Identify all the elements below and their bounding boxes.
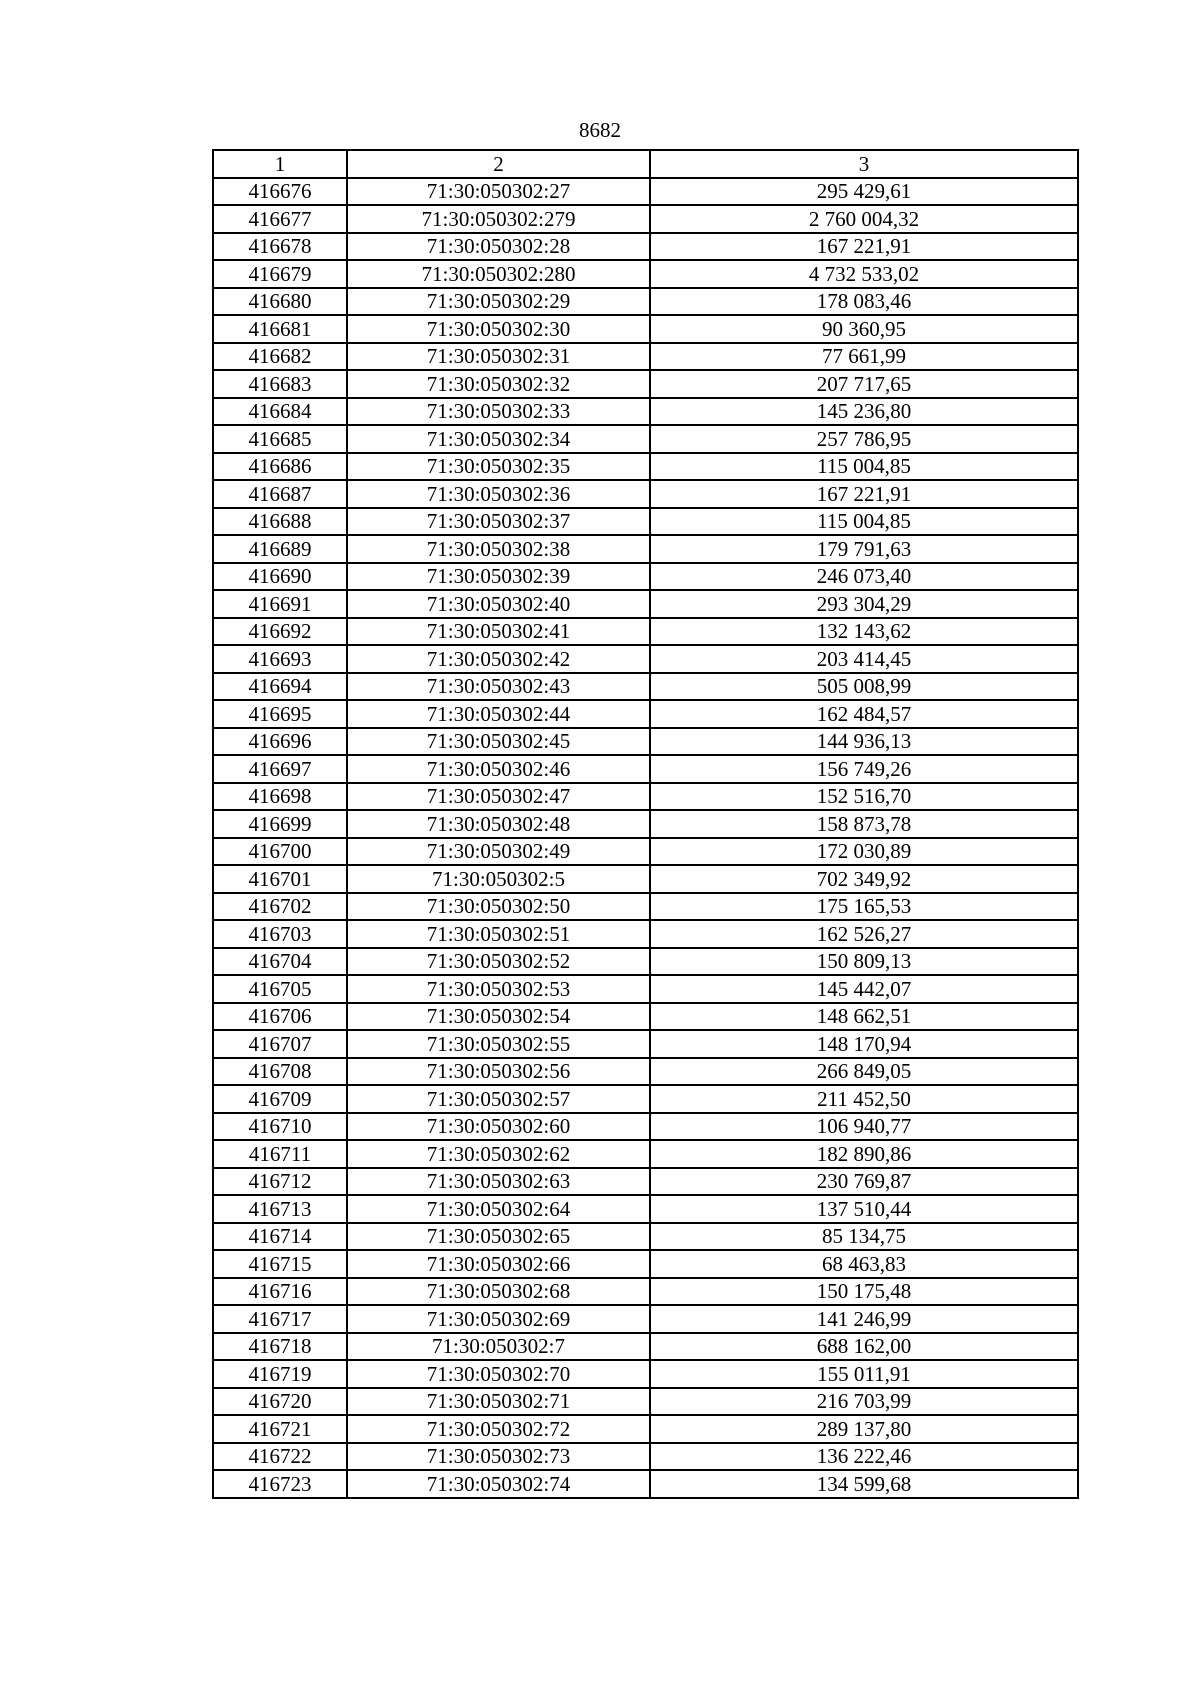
table-row xyxy=(213,838,1078,866)
table-row xyxy=(213,948,1078,976)
table-row xyxy=(213,178,1078,206)
row-number-cell: 416693 xyxy=(213,645,347,673)
row-number-cell: 416689 xyxy=(213,535,347,563)
row-number-cell: 416720 xyxy=(213,1388,347,1416)
value-cell: 266 849,05 xyxy=(650,1058,1078,1086)
value-cell: 162 484,57 xyxy=(650,700,1078,728)
value-cell: 246 073,40 xyxy=(650,563,1078,591)
cadastral-number-cell: 71:30:050302:35 xyxy=(347,453,650,481)
header-cell-3: 3 xyxy=(650,150,1078,178)
table-row xyxy=(213,1085,1078,1113)
cadastral-number-cell: 71:30:050302:46 xyxy=(347,755,650,783)
value-cell: 178 083,46 xyxy=(650,288,1078,316)
table-row xyxy=(213,1195,1078,1223)
table-row xyxy=(213,425,1078,453)
table-row xyxy=(213,1168,1078,1196)
cadastral-number-cell: 71:30:050302:47 xyxy=(347,783,650,811)
table-row xyxy=(213,398,1078,426)
table-row xyxy=(213,1305,1078,1333)
row-number-cell: 416676 xyxy=(213,178,347,206)
table-row xyxy=(213,590,1078,618)
value-cell: 115 004,85 xyxy=(650,508,1078,536)
value-cell: 145 442,07 xyxy=(650,975,1078,1003)
cadastral-number-cell: 71:30:050302:57 xyxy=(347,1085,650,1113)
value-cell: 115 004,85 xyxy=(650,453,1078,481)
row-number-cell: 416706 xyxy=(213,1003,347,1031)
row-number-cell: 416715 xyxy=(213,1250,347,1278)
value-cell: 172 030,89 xyxy=(650,838,1078,866)
cadastral-number-cell: 71:30:050302:41 xyxy=(347,618,650,646)
table-row xyxy=(213,260,1078,288)
row-number-cell: 416712 xyxy=(213,1168,347,1196)
cadastral-number-cell: 71:30:050302:28 xyxy=(347,233,650,261)
value-cell: 162 526,27 xyxy=(650,920,1078,948)
cadastral-number-cell: 71:30:050302:34 xyxy=(347,425,650,453)
table-row xyxy=(213,1250,1078,1278)
row-number-cell: 416696 xyxy=(213,728,347,756)
value-cell: 702 349,92 xyxy=(650,865,1078,893)
table-row xyxy=(213,1415,1078,1443)
value-cell: 182 890,86 xyxy=(650,1140,1078,1168)
value-cell: 148 662,51 xyxy=(650,1003,1078,1031)
table-row xyxy=(213,645,1078,673)
value-cell: 211 452,50 xyxy=(650,1085,1078,1113)
table-row xyxy=(213,1470,1078,1498)
table-row xyxy=(213,783,1078,811)
table-row xyxy=(213,480,1078,508)
header-cell-2: 2 xyxy=(347,150,650,178)
value-cell: 179 791,63 xyxy=(650,535,1078,563)
table-row xyxy=(213,1140,1078,1168)
cadastral-number-cell: 71:30:050302:72 xyxy=(347,1415,650,1443)
table-row xyxy=(213,1333,1078,1361)
value-cell: 158 873,78 xyxy=(650,810,1078,838)
cadastral-number-cell: 71:30:050302:53 xyxy=(347,975,650,1003)
cadastral-number-cell: 71:30:050302:37 xyxy=(347,508,650,536)
cadastral-number-cell: 71:30:050302:69 xyxy=(347,1305,650,1333)
value-cell: 144 936,13 xyxy=(650,728,1078,756)
value-cell: 207 717,65 xyxy=(650,370,1078,398)
cadastral-number-cell: 71:30:050302:42 xyxy=(347,645,650,673)
value-cell: 175 165,53 xyxy=(650,893,1078,921)
row-number-cell: 416701 xyxy=(213,865,347,893)
table-row xyxy=(213,370,1078,398)
cadastral-number-cell: 71:30:050302:62 xyxy=(347,1140,650,1168)
value-cell: 295 429,61 xyxy=(650,178,1078,206)
cadastral-number-cell: 71:30:050302:5 xyxy=(347,865,650,893)
cadastral-number-cell: 71:30:050302:70 xyxy=(347,1360,650,1388)
table-row xyxy=(213,508,1078,536)
value-cell: 505 008,99 xyxy=(650,673,1078,701)
table-row xyxy=(213,563,1078,591)
table-row xyxy=(213,453,1078,481)
cadastral-number-cell: 71:30:050302:280 xyxy=(347,260,650,288)
row-number-cell: 416707 xyxy=(213,1030,347,1058)
row-number-cell: 416694 xyxy=(213,673,347,701)
table-row xyxy=(213,288,1078,316)
table-row xyxy=(213,700,1078,728)
cadastral-number-cell: 71:30:050302:32 xyxy=(347,370,650,398)
row-number-cell: 416690 xyxy=(213,563,347,591)
table-header-row xyxy=(213,150,1078,178)
row-number-cell: 416677 xyxy=(213,205,347,233)
row-number-cell: 416692 xyxy=(213,618,347,646)
table-row xyxy=(213,1058,1078,1086)
row-number-cell: 416718 xyxy=(213,1333,347,1361)
table-row xyxy=(213,893,1078,921)
value-cell: 150 175,48 xyxy=(650,1278,1078,1306)
table-row xyxy=(213,233,1078,261)
table-row xyxy=(213,343,1078,371)
value-cell: 150 809,13 xyxy=(650,948,1078,976)
value-cell: 68 463,83 xyxy=(650,1250,1078,1278)
row-number-cell: 416717 xyxy=(213,1305,347,1333)
row-number-cell: 416704 xyxy=(213,948,347,976)
cadastral-number-cell: 71:30:050302:65 xyxy=(347,1223,650,1251)
value-cell: 4 732 533,02 xyxy=(650,260,1078,288)
row-number-cell: 416678 xyxy=(213,233,347,261)
row-number-cell: 416710 xyxy=(213,1113,347,1141)
table-row xyxy=(213,1223,1078,1251)
row-number-cell: 416680 xyxy=(213,288,347,316)
value-cell: 293 304,29 xyxy=(650,590,1078,618)
table-row xyxy=(213,1113,1078,1141)
value-cell: 132 143,62 xyxy=(650,618,1078,646)
cadastral-number-cell: 71:30:050302:55 xyxy=(347,1030,650,1058)
row-number-cell: 416723 xyxy=(213,1470,347,1498)
value-cell: 137 510,44 xyxy=(650,1195,1078,1223)
row-number-cell: 416697 xyxy=(213,755,347,783)
table-row xyxy=(213,865,1078,893)
data-table xyxy=(212,149,1079,1499)
row-number-cell: 416705 xyxy=(213,975,347,1003)
table-row xyxy=(213,1278,1078,1306)
row-number-cell: 416686 xyxy=(213,453,347,481)
value-cell: 688 162,00 xyxy=(650,1333,1078,1361)
cadastral-number-cell: 71:30:050302:52 xyxy=(347,948,650,976)
row-number-cell: 416719 xyxy=(213,1360,347,1388)
table-body xyxy=(213,150,1078,1498)
value-cell: 77 661,99 xyxy=(650,343,1078,371)
row-number-cell: 416709 xyxy=(213,1085,347,1113)
cadastral-number-cell: 71:30:050302:44 xyxy=(347,700,650,728)
table-row xyxy=(213,920,1078,948)
value-cell: 216 703,99 xyxy=(650,1388,1078,1416)
row-number-cell: 416703 xyxy=(213,920,347,948)
header-cell-1: 1 xyxy=(213,150,347,178)
row-number-cell: 416687 xyxy=(213,480,347,508)
row-number-cell: 416708 xyxy=(213,1058,347,1086)
value-cell: 106 940,77 xyxy=(650,1113,1078,1141)
row-number-cell: 416681 xyxy=(213,315,347,343)
cadastral-number-cell: 71:30:050302:27 xyxy=(347,178,650,206)
value-cell: 167 221,91 xyxy=(650,233,1078,261)
row-number-cell: 416722 xyxy=(213,1443,347,1471)
row-number-cell: 416688 xyxy=(213,508,347,536)
row-number-cell: 416679 xyxy=(213,260,347,288)
value-cell: 167 221,91 xyxy=(650,480,1078,508)
value-cell: 148 170,94 xyxy=(650,1030,1078,1058)
table-row xyxy=(213,755,1078,783)
value-cell: 134 599,68 xyxy=(650,1470,1078,1498)
value-cell: 152 516,70 xyxy=(650,783,1078,811)
cadastral-number-cell: 71:30:050302:40 xyxy=(347,590,650,618)
cadastral-number-cell: 71:30:050302:43 xyxy=(347,673,650,701)
cadastral-number-cell: 71:30:050302:31 xyxy=(347,343,650,371)
value-cell: 155 011,91 xyxy=(650,1360,1078,1388)
value-cell: 85 134,75 xyxy=(650,1223,1078,1251)
cadastral-number-cell: 71:30:050302:73 xyxy=(347,1443,650,1471)
cadastral-number-cell: 71:30:050302:66 xyxy=(347,1250,650,1278)
cadastral-number-cell: 71:30:050302:56 xyxy=(347,1058,650,1086)
cadastral-number-cell: 71:30:050302:48 xyxy=(347,810,650,838)
cadastral-number-cell: 71:30:050302:64 xyxy=(347,1195,650,1223)
row-number-cell: 416699 xyxy=(213,810,347,838)
cadastral-number-cell: 71:30:050302:71 xyxy=(347,1388,650,1416)
value-cell: 156 749,26 xyxy=(650,755,1078,783)
value-cell: 145 236,80 xyxy=(650,398,1078,426)
table-row xyxy=(213,810,1078,838)
table-row xyxy=(213,618,1078,646)
table-row xyxy=(213,1360,1078,1388)
value-cell: 289 137,80 xyxy=(650,1415,1078,1443)
value-cell: 230 769,87 xyxy=(650,1168,1078,1196)
row-number-cell: 416684 xyxy=(213,398,347,426)
table-row xyxy=(213,728,1078,756)
cadastral-number-cell: 71:30:050302:63 xyxy=(347,1168,650,1196)
cadastral-number-cell: 71:30:050302:74 xyxy=(347,1470,650,1498)
cadastral-number-cell: 71:30:050302:33 xyxy=(347,398,650,426)
table-row xyxy=(213,975,1078,1003)
cadastral-number-cell: 71:30:050302:60 xyxy=(347,1113,650,1141)
table-row xyxy=(213,205,1078,233)
cadastral-number-cell: 71:30:050302:51 xyxy=(347,920,650,948)
cadastral-number-cell: 71:30:050302:36 xyxy=(347,480,650,508)
value-cell: 90 360,95 xyxy=(650,315,1078,343)
row-number-cell: 416698 xyxy=(213,783,347,811)
value-cell: 203 414,45 xyxy=(650,645,1078,673)
table-row xyxy=(213,1388,1078,1416)
value-cell: 141 246,99 xyxy=(650,1305,1078,1333)
table-row xyxy=(213,535,1078,563)
cadastral-number-cell: 71:30:050302:54 xyxy=(347,1003,650,1031)
table-row xyxy=(213,1443,1078,1471)
cadastral-number-cell: 71:30:050302:38 xyxy=(347,535,650,563)
cadastral-number-cell: 71:30:050302:30 xyxy=(347,315,650,343)
cadastral-number-cell: 71:30:050302:49 xyxy=(347,838,650,866)
cadastral-number-cell: 71:30:050302:279 xyxy=(347,205,650,233)
row-number-cell: 416682 xyxy=(213,343,347,371)
cadastral-number-cell: 71:30:050302:68 xyxy=(347,1278,650,1306)
row-number-cell: 416695 xyxy=(213,700,347,728)
row-number-cell: 416700 xyxy=(213,838,347,866)
row-number-cell: 416702 xyxy=(213,893,347,921)
cadastral-number-cell: 71:30:050302:50 xyxy=(347,893,650,921)
row-number-cell: 416691 xyxy=(213,590,347,618)
row-number-cell: 416711 xyxy=(213,1140,347,1168)
cadastral-number-cell: 71:30:050302:7 xyxy=(347,1333,650,1361)
table-row xyxy=(213,315,1078,343)
table-row xyxy=(213,1030,1078,1058)
value-cell: 136 222,46 xyxy=(650,1443,1078,1471)
row-number-cell: 416685 xyxy=(213,425,347,453)
row-number-cell: 416683 xyxy=(213,370,347,398)
cadastral-number-cell: 71:30:050302:29 xyxy=(347,288,650,316)
value-cell: 2 760 004,32 xyxy=(650,205,1078,233)
row-number-cell: 416714 xyxy=(213,1223,347,1251)
table-row xyxy=(213,1003,1078,1031)
row-number-cell: 416721 xyxy=(213,1415,347,1443)
cadastral-number-cell: 71:30:050302:45 xyxy=(347,728,650,756)
row-number-cell: 416716 xyxy=(213,1278,347,1306)
table-row xyxy=(213,673,1078,701)
page-number: 8682 xyxy=(579,118,621,142)
row-number-cell: 416713 xyxy=(213,1195,347,1223)
cadastral-number-cell: 71:30:050302:39 xyxy=(347,563,650,591)
value-cell: 257 786,95 xyxy=(650,425,1078,453)
